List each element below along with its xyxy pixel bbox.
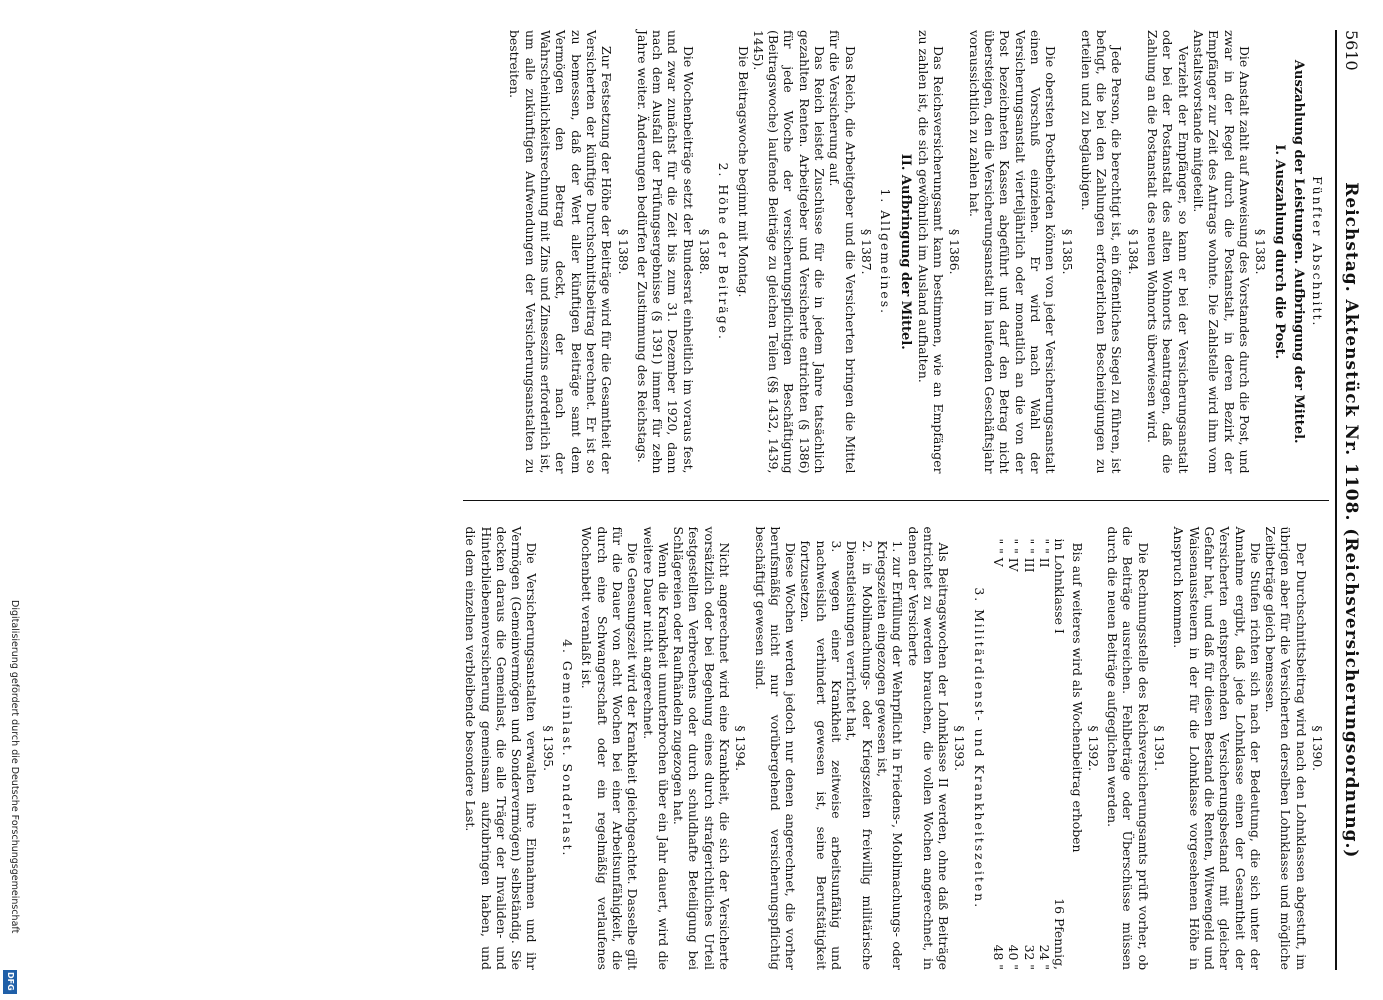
section-number: § 1387.: [858, 228, 874, 275]
list-item: 2. in Mobilmachungs- oder Kriegszeiten freiwillig militärische Dienstleistungen verrichtet hat,: [844, 540, 875, 970]
rate-amount: 32 ": [1021, 944, 1037, 970]
wage-class: " " V: [991, 538, 1007, 567]
section-number: § 1395.: [540, 725, 556, 772]
rate-row: [1006, 539, 1021, 971]
dfg-logo-text: DFG: [6, 972, 15, 991]
paragraph: Bis auf weiteres wird als Wochenbeitrag erhoben: [1069, 542, 1085, 853]
wage-class: " " IV: [1006, 538, 1022, 572]
section-number: § 1392.: [1085, 725, 1101, 772]
paragraph: Die Anstalt zahlt auf Anweisung des Vorstandes durch die Post, und zwar in der Regel durch die Postanstalt, in deren Bezirk der Empfänger zur Zeit des Antrags wohnte. Die Zahlstelle wird ihm vom Anstaltsvorstande mitgeteilt.: [1190, 30, 1252, 474]
subheading: 4. Gemeinlast. Sonderlast.: [560, 639, 576, 858]
enumerated-list: [798, 541, 905, 971]
list-item: 3. wegen einer Krankheit zeitweise arbeitsunfähig und nachweislich verhindert gewesen ist, seine Berufstätigkeit fortzusetzen.: [798, 540, 845, 970]
paragraph: Das Reich leistet Zuschüsse für die in jedem Jahre tatsächlich gezahlten Renten. Arbeitgeber und Versicherte entrichten (§ 1386) für jede Woche der versicherungspflichtigen Beschäftigung (Beitragswoche) laufende Beiträge zu gleichen Teilen (§§ 1432, 1439, 1445).: [750, 30, 828, 474]
paragraph: Die Genesungszeit wird der Krankheit gleichgeachtet. Dasselbe gilt für die Dauer von acht Wochen bei einer Arbeitsunfähigkeit, die durch eine Schwangerschaft oder ein regelmäßig verlaufenes Wochenbett veranlaßt ist.: [579, 526, 641, 970]
paragraph: Diese Wochen werden jedoch nur denen angerechnet, die vorher berufsmäßig nicht nur vorübergehend versicherungspflichtig beschäftigt gewesen sind.: [752, 526, 799, 970]
wage-class: " " III: [1021, 538, 1037, 573]
funding-note: [6, 600, 20, 992]
section-number: § 1384.: [1125, 228, 1141, 275]
rate-row: [1037, 539, 1052, 971]
wage-class: " " II: [1036, 538, 1052, 568]
rate-row: [991, 539, 1006, 971]
paragraph: Die obersten Postbehörden können von jeder Versicherungsanstalt einen Vorschuß einziehen. Er wird nach Wahl der Versicherungsanstalt vierteljährlich oder monatlich an die von der Post bezeichneten Kassen abgeführt und darf den Betrag nicht übersteigen, den die Versicherungsanstalt im laufenden Geschäftsjahr voraussichtlich zu zahlen hat.: [966, 30, 1059, 474]
running-title: Reichstag. Aktenstück Nr. 1108. (Reichsversicherungsordnung.): [1341, 182, 1361, 859]
section-number: § 1385.: [1059, 228, 1075, 275]
paragraph: Die Beitragswoche beginnt mit Montag.: [735, 46, 751, 298]
paragraph: Wenn die Krankheit ununterbrochen über ein Jahr dauert, wird die weitere Dauer nicht angerechnet.: [640, 526, 671, 970]
funding-note-text: Digitalisierung gefördert durch die Deutsche Forschungsgemeinschaft: [9, 600, 20, 934]
section-number: § 1390.: [1310, 725, 1325, 772]
paragraph: Das Reichsversicherungsamt kann bestimmen, wie an Empfänger zu zahlen ist, die sich gewöhnlich im Ausland aufhalten.: [915, 30, 947, 474]
rate-amount: 24 ": [1036, 944, 1052, 970]
rate-row: [1021, 539, 1036, 971]
paragraph: Die Rechnungsstelle des Reichsversicherungsamts prüft vorher, ob die Beiträge ausreichen. Fehlbeträge oder Überschüsse müssen durch die neuen Beiträge aufgeglichen werden.: [1105, 526, 1151, 970]
paragraph: Die Stufen richten sich nach der Bedeutung, die sich unter der Annahme ergibt, daß jede Lohnklasse einen der Gesamtheit der Versicherten entsprechenden Versicherungsbestand mit gleicher Gefahr hat, und daß für diesen Bestand die Renten, Witwengeld und Waisenaussteuern in der für die Lohnklasse vorgesehenen Höhe in Anspruch kommen.: [1171, 526, 1263, 970]
part-title: Auszahlung der Leistungen. Aufbringung der Mittel.: [1290, 59, 1306, 444]
right-column: [463, 527, 1329, 971]
subheading: 2. Höhe der Beiträge.: [716, 162, 732, 341]
dfg-logo: [3, 970, 17, 994]
rotated-document-sheet: [73, 0, 1383, 1000]
subheading: 3. Militärdienst- und Krankheitszeiten.: [971, 587, 987, 910]
wage-class: in Lohnklasse I: [1052, 538, 1068, 634]
paragraph: Als Beitragswochen der Lohnklasse II werden, ohne daß Beiträge entrichtet zu werden brauchen, die vollen Wochen angerechnet, in denen der Versicherte: [905, 526, 952, 970]
rate-row: [1052, 539, 1067, 971]
section-number: § 1388.: [697, 228, 713, 275]
paragraph: Die Versicherungsanstalten verwalten ihre Einnahmen und ihr Vermögen (Gemeinvermögen und Sondervermögen) selbständig. Sie decken daraus die Gemeinlast, die alle Träger der Invaliden- und Hinterbliebenenversicherung gemeinsam aufzubringen haben, und die dem einzelnen verbleibende besondere Last.: [463, 526, 540, 970]
list-item: 1. zur Erfüllung der Wehrpflicht in Friedens-, Mobilmachungs- oder Kriegszeiten eingezogen gewesen ist,: [874, 540, 906, 970]
left-column: [463, 30, 1329, 474]
subheading: I. Auszahlung durch die Post.: [1272, 144, 1288, 360]
section-number: § 1383.: [1253, 228, 1269, 275]
column-divider: [463, 500, 1329, 501]
page-header: [1335, 30, 1361, 970]
two-column-body: [463, 30, 1329, 970]
subheading: II. Aufbringung der Mittel.: [897, 153, 913, 350]
paragraph: Zur Festsetzung der Höhe der Beiträge wird für die Gesamtheit der Versicherten der künftige Durchschnittsbeitrag berechnet. Er ist so zu bemessen, daß der Wert aller künftigen Beiträge samt dem Vermögen den Betrag deckt, der nach der Wahrscheinlichkeitsrechnung mit Zins und Zinseszins erforderlich ist, um alle zukünftigen Aufwendungen der Versicherungsanstalten zu bestreiten.: [507, 30, 615, 474]
paragraph: Das Reich, die Arbeitgeber und die Versicherten bringen die Mittel für die Versicherung auf.: [827, 30, 858, 474]
paragraph: Nicht angerechnet wird eine Krankheit, die sich der Versicherte vorsätzlich oder bei Begehung eines durch strafgerichtliches Urteil festgestellten Verbrechens oder durch schuldhafte Beteiligung bei Schlägereien oder Raufhändeln zugezogen hat.: [671, 526, 733, 970]
paragraph: Die Wochenbeiträge setzt der Bundesrat einheitlich im voraus fest, und zwar zunächst für die Zeit bis zum 31. Dezember 1920, dann nach dem Ausfall der Prüfungsergebnisse (§ 1391) immer für zehn Jahre weiter. Änderungen bedürfen der Zustimmung des Reichstags.: [634, 30, 696, 474]
section-number: § 1386.: [947, 228, 963, 275]
rate-amount: 40 ": [1006, 944, 1022, 970]
section-number: § 1389.: [615, 228, 631, 275]
page-number: 5610: [1342, 30, 1361, 71]
rate-amount: 48 ": [991, 944, 1007, 970]
paragraph: Verzieht der Empfänger, so kann er bei der Versicherungsanstalt oder bei der Postanstalt des alten Wohnorts beantragen, daß die Zahlung an die Postanstalt des neuen Wohnorts überwiesen wird.: [1145, 30, 1191, 474]
subheading: 1. Allgemeines.: [878, 188, 894, 316]
section-number: § 1391.: [1152, 725, 1168, 772]
rate-amount: 16 Pfennig,: [1052, 898, 1068, 970]
paragraph: Der Durchschnittsbeitrag wird nach den Lohnklassen abgestuft, im übrigen aber für die Versicherten derselben Lohnklasse und mögliche Zeitbeträge gleich bemessen.: [1263, 526, 1309, 970]
section-number: § 1394.: [733, 725, 749, 772]
part-heading: Fünfter Abschnitt.: [1310, 176, 1325, 328]
contribution-rate-table: [991, 539, 1067, 971]
section-number: § 1393.: [952, 725, 968, 772]
paragraph: Jede Person, die berechtigt ist, ein öffentliches Siegel zu führen, ist befugt, die bei den Zahlungen erforderlichen Bescheinigungen zu erteilen und zu beglaubigen.: [1078, 30, 1125, 474]
